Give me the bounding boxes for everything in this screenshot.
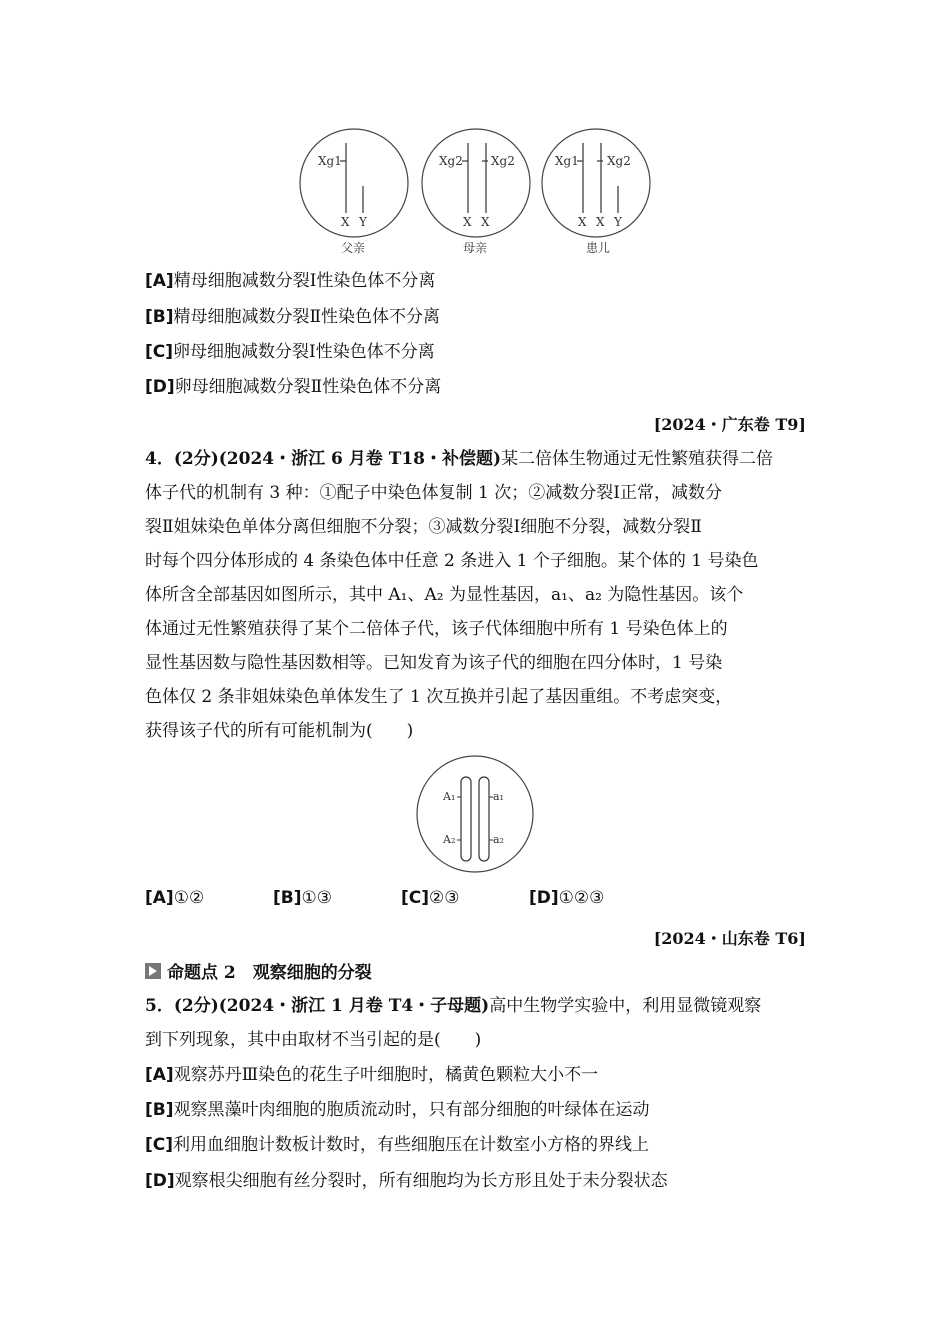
option-tag: [B] xyxy=(145,307,174,327)
caption-father: 父亲 xyxy=(341,241,366,255)
label-y-child: Y xyxy=(614,215,622,229)
option-text: 观察苏丹Ⅲ染色的花生子叶细胞时，橘黄色颗粒大小不一 xyxy=(173,1065,599,1085)
q4-line-7: 显性基因数与隐性基因数相等。已知发育为该子代的细胞在四分体时，1 号染 xyxy=(145,653,723,673)
option-tag: [D] xyxy=(145,1171,175,1191)
option-tag: [C] xyxy=(401,888,430,908)
caption-mother: 母亲 xyxy=(463,241,488,255)
q5-option-c[interactable] xyxy=(145,1133,649,1157)
label-y-father: Y xyxy=(359,215,367,229)
label-x-mother-2: X xyxy=(481,215,490,229)
option-tag: [C] xyxy=(145,1135,174,1155)
play-icon xyxy=(145,963,161,979)
label-x-mother-1: X xyxy=(463,215,472,229)
option-tag: [A] xyxy=(145,1065,174,1085)
q4-line-3: 裂Ⅱ姐妹染色单体分离但细胞不分裂；③减数分裂Ⅰ细胞不分裂，减数分裂Ⅱ xyxy=(145,517,702,537)
section-title: 命题点 2 观察细胞的分裂 xyxy=(167,963,372,983)
option-text: 精母细胞减数分裂Ⅱ性染色体不分离 xyxy=(173,307,441,327)
chromosome-figure-2 xyxy=(413,752,537,876)
cell-father xyxy=(300,129,408,237)
q4-number: 4． xyxy=(145,449,174,469)
q3-option-a[interactable] xyxy=(145,269,435,293)
q4-option-c[interactable] xyxy=(401,888,529,908)
label-xg2-mother-right: Xg2 xyxy=(491,154,515,168)
q4-line-8: 色体仅 2 条非姐妹染色单体发生了 1 次互换并引起了基因重组。不考虑突变， xyxy=(145,687,733,707)
q5-option-d[interactable] xyxy=(145,1169,668,1193)
q5-number: 5． xyxy=(145,996,174,1016)
label-xg1-father: Xg1 xyxy=(318,154,342,168)
q4-line-1 xyxy=(145,442,807,476)
label-x-child-2: X xyxy=(596,215,605,229)
caption-child: 患儿 xyxy=(586,241,611,255)
q4-options xyxy=(145,888,657,908)
label-x-child-1: X xyxy=(578,215,587,229)
option-text: 卵母细胞减数分裂Ⅰ性染色体不分离 xyxy=(173,342,435,362)
q5-text: 高中生物学实验中，利用显微镜观察 xyxy=(489,996,762,1016)
option-text: 观察根尖细胞有丝分裂时，所有细胞均为长方形且处于未分裂状态 xyxy=(174,1171,668,1191)
option-tag: [D] xyxy=(529,888,559,908)
option-tag: [A] xyxy=(145,888,174,908)
q4-text: 某二倍体生物通过无性繁殖获得二倍 xyxy=(501,449,774,469)
option-text: 利用血细胞计数板计数时，有些细胞压在计数室小方格的界线上 xyxy=(173,1135,650,1155)
label-xg2-mother-left: Xg2 xyxy=(439,154,463,168)
option-text: 观察黑藻叶肉细胞的胞质流动时，只有部分细胞的叶绿体在运动 xyxy=(173,1100,650,1120)
q4-line-6: 体通过无性繁殖获得了某个二倍体子代，该子代体细胞中所有 1 号染色体上的 xyxy=(145,619,728,639)
q3-option-b[interactable] xyxy=(145,305,440,329)
q4-line-4: 时每个四分体形成的 4 条染色体中任意 2 条进入 1 个子细胞。某个体的 1 号染色 xyxy=(145,551,759,571)
gene-label-a2-recessive: a₂ xyxy=(493,833,504,846)
chromosome-figure-1 xyxy=(296,125,656,260)
q3-option-d[interactable] xyxy=(145,375,441,399)
q4-line-2: 体子代的机制有 3 种：①配子中染色体复制 1 次；②减数分裂Ⅰ正常，减数分 xyxy=(145,483,722,503)
option-tag: [D] xyxy=(145,377,175,397)
label-x-father: X xyxy=(341,215,350,229)
option-text: 卵母细胞减数分裂Ⅱ性染色体不分离 xyxy=(174,377,442,397)
option-tag: [C] xyxy=(145,342,174,362)
option-text: 精母细胞减数分裂Ⅰ性染色体不分离 xyxy=(173,271,436,291)
label-xg1-child: Xg1 xyxy=(555,154,579,168)
q4-stem xyxy=(145,442,807,748)
q3-option-c[interactable] xyxy=(145,340,435,364)
option-tag: [A] xyxy=(145,271,174,291)
q4-line-5: 体所含全部基因如图所示，其中 A₁、A₂ 为显性基因，a₁、a₂ 为隐性基因。该个 xyxy=(145,585,744,605)
q4-option-d[interactable] xyxy=(529,888,657,908)
option-text: ②③ xyxy=(429,888,460,908)
q4-meta: (2分)(2024・浙江 6 月卷 T18・补偿题) xyxy=(173,449,502,469)
q4-option-b[interactable] xyxy=(273,888,401,908)
q5-line-2: 到下列现象，其中由取材不当引起的是( ) xyxy=(145,1030,482,1050)
gene-label-a1-recessive: a₁ xyxy=(493,790,504,803)
gene-label-a1-dominant: A₁ xyxy=(443,790,456,803)
section-header xyxy=(145,958,372,983)
q3-source: [2024・广东卷 T9] xyxy=(653,415,806,434)
option-tag: [B] xyxy=(145,1100,174,1120)
cell-mother xyxy=(422,129,530,237)
label-xg2-child: Xg2 xyxy=(607,154,631,168)
q5-line-1 xyxy=(145,989,807,1023)
option-text: ①②③ xyxy=(558,888,605,908)
q4-source: [2024・山东卷 T6] xyxy=(653,929,806,948)
q4-option-a[interactable] xyxy=(145,888,273,908)
q5-option-b[interactable] xyxy=(145,1098,650,1122)
option-tag: [B] xyxy=(273,888,302,908)
q4-line-9: 获得该子代的所有可能机制为( ) xyxy=(145,721,414,741)
option-text: ①③ xyxy=(301,888,332,908)
gene-label-a2-dominant: A₂ xyxy=(443,833,456,846)
q5-meta: (2分)(2024・浙江 1 月卷 T4・子母题) xyxy=(173,996,490,1016)
option-text: ①② xyxy=(173,888,205,908)
q5-option-a[interactable] xyxy=(145,1063,598,1087)
q5-stem xyxy=(145,989,807,1057)
